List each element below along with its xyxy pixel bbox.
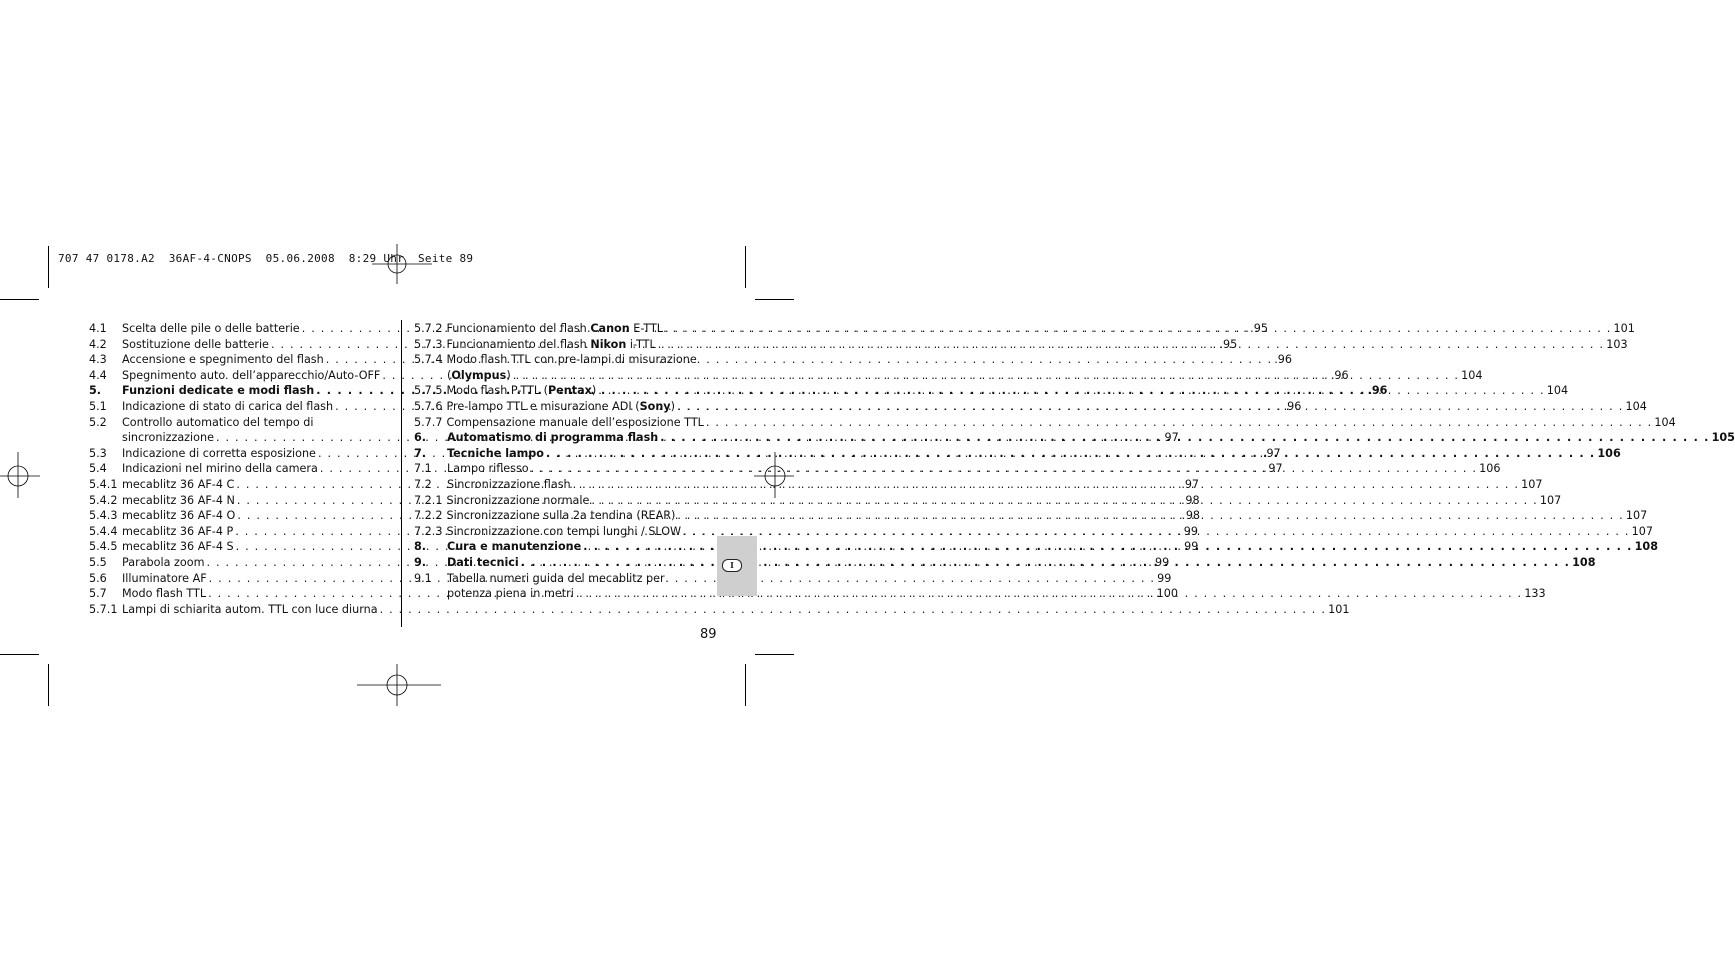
- title-part: potenza piena in metri: [447, 587, 574, 601]
- toc-entry-page: 97: [1266, 446, 1281, 460]
- toc-entry-page: 133: [1524, 587, 1546, 601]
- toc-entry-title: Spegnimento auto. dell’apparecchio/Auto-OFF: [122, 368, 381, 382]
- title-part: Tecniche lampo: [447, 446, 544, 460]
- crop-mark-bottom-right-v: [745, 664, 746, 706]
- toc-entry-number: 5.7: [89, 587, 107, 601]
- title-part: ): [670, 399, 675, 413]
- title-part: Tabella numeri guida del mecablitz per: [447, 571, 665, 585]
- toc-entry-page: 99: [1157, 571, 1172, 585]
- toc-entry-title: Accensione e spegnimento del flash: [122, 353, 324, 367]
- dot-leader: [573, 477, 1519, 493]
- title-part: Cura e manutenzione: [447, 540, 582, 554]
- toc-entry-page: 101: [1613, 322, 1635, 335]
- crop-mark-bottom-right-h: [755, 654, 794, 655]
- toc-entry-title: Controllo automatico del tempo di: [122, 415, 314, 429]
- brand-name: Olympus: [451, 368, 507, 382]
- brand-name: Sony: [639, 399, 671, 413]
- toc-entry: [89, 602, 1350, 618]
- toc-entry-title: mecablitz 36 AF-4 O: [122, 509, 236, 523]
- toc-entry-number: 5.4.3: [89, 509, 118, 523]
- crop-mark-top-left-v: [48, 246, 49, 288]
- toc-entry-title: [446, 383, 596, 399]
- column-divider: [401, 320, 402, 627]
- toc-entry-number: 5.7.1: [89, 602, 118, 616]
- toc-entry-page: 106: [1479, 462, 1501, 476]
- toc-entry-page: 104: [1546, 384, 1569, 398]
- toc-entry-number: 7.2: [414, 477, 432, 491]
- toc-entry-title: [446, 508, 675, 524]
- toc-entry-title: [447, 368, 511, 384]
- toc-entry-page: 104: [1461, 368, 1483, 382]
- toc-entry-number: 5.2: [89, 415, 107, 429]
- toc-entry-title: mecablitz 36 AF-4 P: [122, 524, 234, 538]
- toc-entry-number: 5.7.2: [414, 322, 443, 335]
- toc-entry-title: Lampi di schiarita autom. TTL con luce diurna: [122, 602, 378, 616]
- title-part: Sincronizzazione flash: [447, 477, 571, 491]
- registration-mark-left: [0, 452, 40, 498]
- toc-entry-number: 5.7.7: [414, 415, 443, 429]
- title-part: Pre-lampo TTL e misurazione ADI (: [446, 399, 640, 413]
- toc-entry-page: 97: [1268, 462, 1283, 476]
- toc-entry-number: 7.2.1: [414, 493, 443, 507]
- toc-entry-number: 5.7.6: [414, 399, 443, 413]
- title-part: Sincronizzazione con tempi lunghi / SLOW: [446, 524, 682, 538]
- brand-name: Canon: [590, 322, 630, 335]
- toc-entry-title: [447, 586, 574, 602]
- toc-entry-number: 5.7.4: [414, 353, 443, 367]
- dot-leader: [598, 383, 1544, 399]
- page-number: 89: [700, 627, 717, 642]
- toc-entry: [414, 352, 711, 368]
- toc-entry-title: Illuminatore AF: [122, 571, 207, 585]
- toc-entry-number: 9.: [414, 555, 427, 569]
- toc-entry-page: .95: [1219, 337, 1238, 351]
- toc-entry-title: [446, 415, 703, 431]
- title-part: Modo flash TTL con pre-lampi di misurazione: [446, 353, 697, 367]
- dot-leader: [665, 321, 1611, 337]
- toc-entry-page: 99: [1154, 555, 1170, 569]
- dot-leader: [683, 524, 1629, 540]
- toc-entry-number: 5.4: [89, 462, 107, 476]
- toc-entry-page: 99: [1184, 540, 1199, 554]
- toc-entry-title: [446, 399, 675, 415]
- toc-entry-title: mecablitz 36 AF-4 S: [122, 540, 234, 554]
- toc-entry-page: 107: [1625, 509, 1648, 523]
- dot-leader: [521, 555, 1570, 571]
- toc-entry-page: 97: [1184, 477, 1200, 491]
- brand-name: Nikon: [590, 337, 627, 351]
- toc-entry-title: Scelta delle pile o delle batterie: [122, 322, 300, 335]
- toc-entry-number: 5.4.4: [89, 524, 118, 538]
- toc-entry: [414, 571, 711, 587]
- toc-entry-title: [447, 571, 665, 587]
- toc-entry-title: Indicazioni nel mirino della camera: [122, 462, 318, 476]
- toc-entry-title: [447, 555, 519, 571]
- toc-entry-number: 5.: [89, 384, 102, 398]
- toc-entry-title: [446, 352, 696, 368]
- dot-leader: [677, 399, 1623, 415]
- toc-entry-number: 5.6: [89, 571, 107, 585]
- toc-entry-title: Indicazione di stato di carica del flash: [122, 399, 334, 413]
- dot-leader: [658, 337, 1604, 353]
- title-part: Sincronizzazione normale: [446, 493, 590, 507]
- toc-entry-number: 8.: [414, 540, 427, 554]
- dot-leader: [660, 430, 1709, 446]
- toc-entry-page: .96: [1367, 384, 1388, 398]
- toc-entry-page: 104: [1654, 415, 1676, 429]
- toc-entry-page: 107: [1521, 477, 1543, 491]
- toc-entry-number: 5.7.5: [414, 384, 443, 398]
- toc-entry-title: [447, 461, 529, 477]
- title-part: Sincronizzazione sulla 2a tendina (REAR): [446, 509, 676, 523]
- toc-entry-title: mecablitz 36 AF-4 C: [122, 477, 235, 491]
- toc-entry-number: 5.7.3: [414, 337, 443, 351]
- brand-name: Pentax: [547, 384, 592, 398]
- toc-entry-page: 98: [1185, 493, 1200, 507]
- dot-leader: [531, 461, 1477, 477]
- toc-entry: [89, 415, 386, 431]
- toc-entry-number: 5.4.5: [89, 540, 118, 554]
- toc-entry-page: .96: [1274, 353, 1293, 367]
- toc-entry-number: 7.2.2: [414, 509, 443, 523]
- title-part: Compensazione manuale dell’esposizione TTL: [446, 415, 704, 429]
- toc-entry-page: 104: [1625, 399, 1647, 413]
- registration-mark-bottom: [357, 664, 441, 706]
- toc-entry-number: 4.1: [89, 322, 107, 335]
- toc-entry-page: 100: [1156, 587, 1178, 601]
- toc-entry-title: [447, 446, 544, 462]
- crop-mark-top-right-v: [745, 246, 746, 288]
- toc-entry-page: 99: [1183, 524, 1198, 538]
- dot-leader: [591, 493, 1537, 509]
- title-part: Funcionamiento del flash: [446, 337, 591, 351]
- title-part: E-TTL: [629, 322, 664, 335]
- toc-entry-title: Parabola zoom: [122, 555, 205, 569]
- title-part: Modo flash P-TTL (: [446, 384, 548, 398]
- toc-entry-number: 7.1: [414, 462, 432, 476]
- toc-entry-page: 106: [1597, 446, 1621, 460]
- toc-entry-page: .96: [1330, 368, 1349, 382]
- toc-entry-number: 5.4.1: [89, 477, 118, 491]
- toc-entry-title: sincronizzazione: [122, 431, 214, 445]
- toc-entry-title: [447, 430, 658, 446]
- title-part: ): [591, 384, 597, 398]
- title-part: Dati tecnici: [447, 555, 519, 569]
- toc-entry-number: 6.: [414, 431, 427, 445]
- toc-entry-title: Indicazione di corretta esposizione: [122, 446, 316, 460]
- toc-entry-number: 5.1: [89, 399, 107, 413]
- toc-entry-page: 101: [1328, 602, 1350, 616]
- crop-mark-bottom-left-v: [48, 664, 49, 706]
- toc-entry-number: 5.5: [89, 555, 107, 569]
- toc-entry-number: 7.: [414, 446, 427, 460]
- dot-leader: [677, 508, 1623, 524]
- toc-entry-number: 9.1: [414, 571, 432, 585]
- toc-entry-title: [447, 477, 571, 493]
- toc-entry-page: 108: [1572, 555, 1596, 569]
- toc-entry-page: 98: [1185, 509, 1201, 523]
- toc-entry-number: 5.4.2: [89, 493, 118, 507]
- title-part: i-TTL: [626, 337, 656, 351]
- toc-entry-page: 105: [1711, 431, 1735, 445]
- toc-entry-title: [447, 539, 581, 555]
- title-part: ): [506, 368, 511, 382]
- toc-entry: [414, 415, 1676, 431]
- toc-entry-title: [446, 524, 681, 540]
- crop-mark-top-left-h: [0, 299, 39, 300]
- toc-entry-page: 97: [1164, 431, 1179, 445]
- toc-entry-title: [446, 321, 663, 337]
- toc-entry-page: .95: [1250, 322, 1268, 335]
- toc-entry-title: [446, 493, 589, 509]
- crop-mark-top-right-h: [755, 299, 794, 300]
- toc-entry-title: Sostituzione delle batterie: [122, 337, 269, 351]
- toc-entry-page: 107: [1631, 524, 1653, 538]
- dot-leader: [546, 446, 1595, 462]
- print-slug-header: 707 47 0178.A2 36AF-4-CNOPS 05.06.2008 8:29 Uhr Seite 89: [58, 252, 474, 265]
- dot-leader: [513, 368, 1459, 384]
- toc-entry-page: .96: [1283, 399, 1302, 413]
- toc-entry-number: 4.4: [89, 368, 107, 382]
- toc-entry-title: Funzioni dedicate e modi flash: [122, 384, 315, 398]
- language-tab-icon: I: [722, 559, 742, 572]
- toc-entry-title: Modo flash TTL: [122, 587, 207, 601]
- toc-entry-page: 108: [1634, 540, 1658, 554]
- toc-entry-page: 103: [1606, 337, 1628, 351]
- toc-entry-title: [446, 337, 655, 353]
- title-part: Automatismo di programma flash: [447, 431, 659, 445]
- title-part: Funcionamiento del flash: [446, 322, 591, 335]
- toc-entry-number: 7.2.3: [414, 524, 443, 538]
- toc-entry-number: 4.2: [89, 337, 107, 351]
- dot-leader: [380, 602, 1326, 618]
- toc-entry-title: mecablitz 36 AF-4 N: [122, 493, 235, 507]
- title-part: (: [447, 368, 452, 382]
- title-part: Lampo riflesso: [447, 462, 529, 476]
- dot-leader: [706, 415, 1652, 431]
- crop-mark-bottom-left-h: [0, 654, 39, 655]
- toc-entry-page: 107: [1539, 493, 1562, 507]
- toc-entry-number: 4.3: [89, 353, 107, 367]
- toc-entry-number: 5.3: [89, 446, 107, 460]
